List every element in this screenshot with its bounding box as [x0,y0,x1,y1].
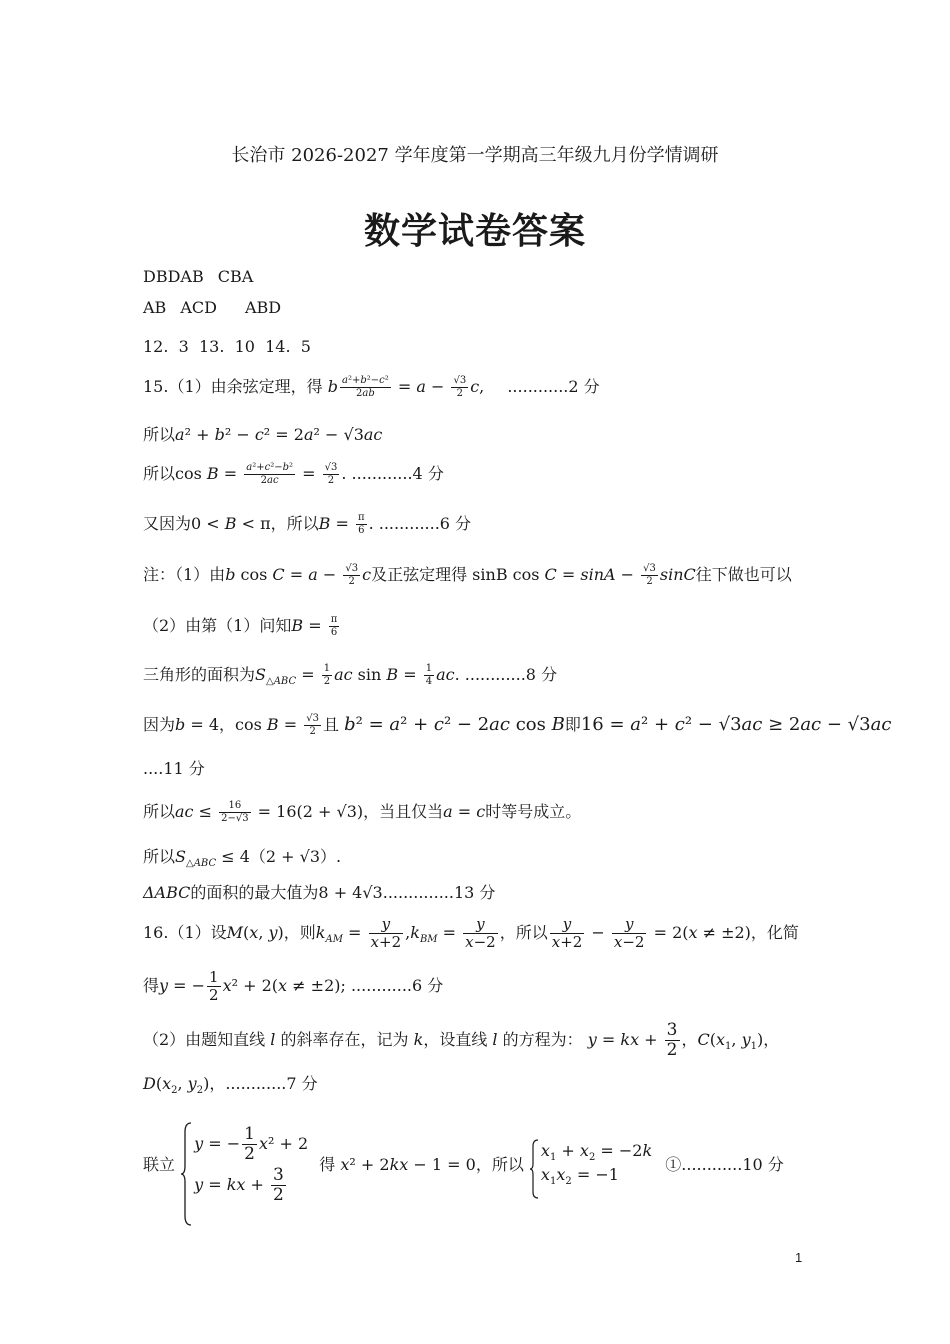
q15-ac-bound-line: 所以ac ≤ $\frac{16}{2-√3}$ = 16(2 + √3)，当且仅当a = c时等号成立。 [143,800,582,824]
q16-part2-line: （2）由题知直线 l 的斜率存在，记为 k，设直线 l 的方程为： y = kx + $\frac{3}{2}$ ，$C(x_1$, $y_1$)， [143,1020,780,1060]
q15-max-line: ΔABC的面积的最大值为8 + 4√3..............13 分 [143,883,496,902]
q15-because-line: 因为b = 4，cos B = $\frac{√3}{2}$ 且 b² = a² + c² − 2ac cos B即16 = a² + c² − √3ac ≥ 2ac − √3ac [143,713,892,737]
q16-part1-result-line: 得y = − $\frac{1}{2}$ x² + 2(x ≠ ±2); ............6 分 [143,968,444,1004]
answers-multi-choice: AB ACD ABD [143,298,282,317]
q15-part2-line: （2）由第（1）问知B = $\frac{\pi}{6}$ [143,614,338,638]
fraction: $\frac{\text{a²+b²−c²}}{2ab}$ [341,375,389,399]
q15-part1-line: 15.（1）由余弦定理，得 b $\frac{\text{a²+b²−c²}}{2ab}$ = a − $\frac{√3}{2}$ c, ............2 分 [143,375,600,399]
page-number: 1 [795,1250,803,1265]
q15-angle-line: 又因为0 < B < π，所以B = $\frac{\pi}{6}$ . ............6 分 [143,512,472,536]
equation-system: y = − $\frac{1}{2}$ x² + 2 y = kx + $\frac{3}{2}$ [180,1122,308,1208]
left-brace-icon [529,1139,539,1199]
q16-point-D-line: $D(x_2$, $y_2$)，............7 分 [143,1074,318,1097]
exam-title: 数学试卷答案 [363,210,586,252]
q15-cosB-line: 所以cos B = $\frac{\text{a²+c²−b²}}{2ac}$ = $\frac{√3}{2}$ . ............4 分 [143,462,444,486]
answers-single-choice: DBDAB CBA [143,267,254,286]
q15-area-line: 三角形的面积为$S_{\triangle ABC}$ = $\frac{1}{2}$ ac sin B = $\frac{1}{4}$ ac. ............8 分 [143,663,558,688]
q16-system-line: 联立 y = − $\frac{1}{2}$ x² + 2 y = kx + $\frac{3}{2}$ 得 x² + 2kx − 1 = 0，所以 $x_1 + x_2 = -2k$ $x_1x_2 = -1$ ①............10 分 [143,1122,784,1227]
q15-area-bound-line: 所以$S_{\triangle ABC} \le 4(2 + √3)$. [143,847,342,870]
exam-subtitle: 长治市 2026-2027 学年度第一学期高三年级九月份学情调研 [231,145,719,166]
left-brace-icon [180,1122,192,1226]
q16-part1-line: 16.（1）设M(x, y)，则$k_{AM}$ = $\frac{y}{x+2}$ $,k_{BM}$ = $\frac{y}{x-2}$ ，所以 $\frac{y}{x+2}$ − $\frac{y}{x-2}$ = 2(x ≠ ±2)，化简 [143,915,799,951]
answers-fill-blank: 12. 3 13. 10 14. 5 [143,337,311,356]
q15-score11: ....11 分 [143,759,205,778]
q15-note-line: 注：（1）由b cos C = a − $\frac{√3}{2}$ c及正弦定理得 sinB cos C = sinA − $\frac{√3}{2}$ sinC往下做也可以 [143,563,792,587]
q15-equation-line: 所以a² + b² − c² = 2a² − √3ac [143,425,383,444]
equation-system-roots: $x_1 + x_2 = -2k$ $x_1x_2 = -1$ [529,1139,652,1191]
